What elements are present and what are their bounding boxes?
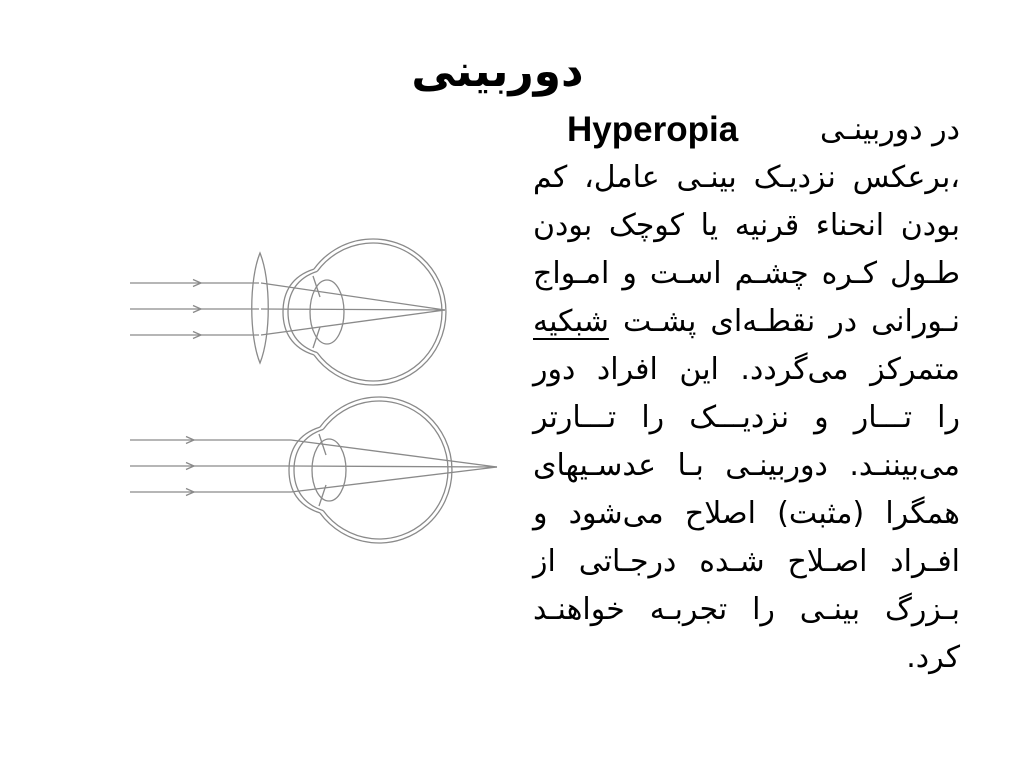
body-line-text: را تـــار و نزدیـــک را تـــارتر [533, 400, 960, 435]
body-line [533, 586, 960, 634]
body-line [533, 394, 960, 442]
body-line-text: در دوربینـی [820, 112, 960, 147]
body-line [533, 154, 960, 202]
convex-lens [252, 253, 269, 363]
underlined-term: شبکیه [533, 304, 609, 339]
body-line [533, 490, 960, 538]
body-line [533, 298, 960, 346]
body-text [533, 106, 960, 682]
body-line-text: متمرکز می‌گردد. این افراد دور [533, 352, 960, 387]
eye-diagram-corrected [130, 239, 446, 385]
body-line-content [533, 304, 960, 339]
eye-diagrams [120, 230, 510, 560]
eyeball-outline [320, 397, 452, 543]
eye-diagram-uncorrected [130, 397, 497, 543]
body-line-text: ،برعکس نزدیـک بینـی عامل، کم [533, 160, 960, 195]
body-line [533, 106, 960, 154]
iris [313, 276, 320, 348]
body-line [533, 442, 960, 490]
body-line-text: کرد. [906, 640, 960, 675]
crystalline-lens [312, 439, 346, 501]
eyeball-inner-outline [317, 243, 442, 381]
body-line-text: همگرا (مثبت) اصلاح می‌شود و [533, 496, 960, 531]
body-line-text: بودن انحناء قرنیه یا کوچک بودن [533, 208, 960, 243]
body-line-text: طـول کـره چشـم اسـت و امـواج [533, 256, 960, 291]
converging-ray [291, 467, 497, 492]
converging-ray [291, 466, 497, 467]
body-line [533, 538, 960, 586]
body-line-text: افـراد اصـلاح شـده درجـاتی از [533, 544, 960, 579]
crystalline-lens [310, 280, 344, 344]
body-line [533, 202, 960, 250]
slide-title: دوربینی [411, 46, 584, 97]
body-line-text: نـورانی در نقطـه‌ای پشـت [622, 304, 960, 339]
body-line [533, 250, 960, 298]
body-line [533, 346, 960, 394]
english-term: Hyperopia [567, 110, 739, 149]
body-line-text: می‌بیننـد. دوربینـی بـا عدسـیهای [533, 448, 960, 483]
body-line-text: بـزرگ بینـی را تجربـه خواهنـد [533, 592, 960, 627]
eyeball-inner-outline [323, 401, 448, 539]
body-line [533, 634, 960, 682]
